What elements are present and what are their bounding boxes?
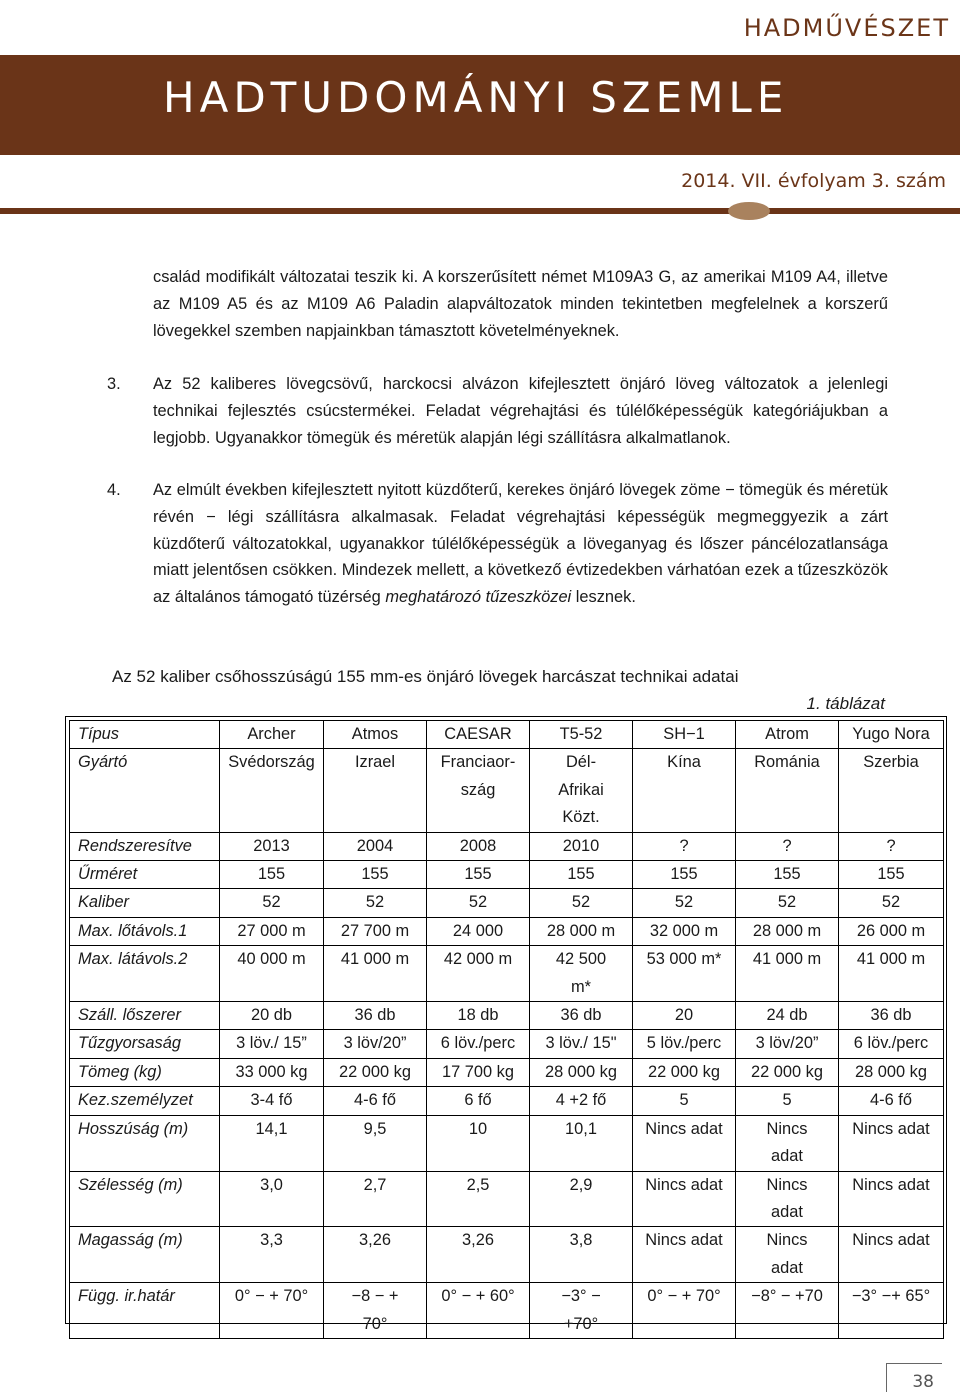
journal-title: HADTUDOMÁNYI SZEMLE: [163, 73, 789, 122]
table-cell: 42 500 m*: [530, 946, 633, 1002]
table-cell: 18 db: [427, 1002, 530, 1030]
table-row: [70, 1115, 944, 1171]
list-item-4-text-b: lesznek.: [571, 588, 636, 607]
table-cell: Nincs adat: [736, 1227, 839, 1283]
table-cell: 0° − + 70°: [220, 1283, 324, 1339]
row-header-cell: Kaliber: [70, 889, 220, 917]
table-cell: Atmos: [324, 721, 427, 749]
table-cell: Atrom: [736, 721, 839, 749]
table-cell: T5-52: [530, 721, 633, 749]
table-cell: Nincs adat: [839, 1227, 944, 1283]
table-row: [70, 1227, 944, 1283]
table-cell: ?: [633, 832, 736, 860]
table-cell: 3 löv./ 15”: [220, 1030, 324, 1058]
table-cell: 5: [736, 1087, 839, 1115]
row-header-cell: Max. lőtávols.1: [70, 917, 220, 945]
table-cell: 3-4 fő: [220, 1087, 324, 1115]
table-cell: 32 000 m: [633, 917, 736, 945]
table-cell: 22 000 kg: [633, 1058, 736, 1086]
table-cell: 52: [530, 889, 633, 917]
table-row: [70, 917, 944, 945]
table-cell: Szerbia: [839, 749, 944, 832]
table-cell: SH−1: [633, 721, 736, 749]
row-header-cell: Száll. lőszerer: [70, 1002, 220, 1030]
table-row: [70, 889, 944, 917]
table-cell: 28 000 m: [736, 917, 839, 945]
table-cell: 41 000 m: [839, 946, 944, 1002]
table-row: [70, 1030, 944, 1058]
row-header-cell: Rendszeresítve: [70, 832, 220, 860]
table-cell: 52: [324, 889, 427, 917]
table-cell: Archer: [220, 721, 324, 749]
table-cell: 6 löv./perc: [839, 1030, 944, 1058]
table-cell: 28 000 kg: [839, 1058, 944, 1086]
row-header-cell: Magasság (m): [70, 1227, 220, 1283]
list-item-4-text-a: Az elmúlt években kifejlesztett nyitott küzdőterű, kerekes önjáró lövegek zöme − tömegük és méretük révén − légi szállításra alkalmasak. Feladat végrehajtási képességük megmeggyezik a zárt küzdőterű változatokkal, ugyanakkor túlélőképességük a löveganyag és lőszer páncélozatlansága miatt jelentősen csökken. Mindezek mellett, a következő évtizedekben várhatóan ezek a tűzeszközök az általános támogató tüzérség: [153, 481, 888, 607]
table-cell: 3 löv/20”: [324, 1030, 427, 1058]
row-header-cell: Hosszúság (m): [70, 1115, 220, 1171]
table-row: [70, 1283, 944, 1339]
table-cell: −8 − + 70°: [324, 1283, 427, 1339]
table-row: [70, 832, 944, 860]
table-cell: 6 fő: [427, 1087, 530, 1115]
table-row: [70, 946, 944, 1002]
table-cell: 3,3: [220, 1227, 324, 1283]
table-cell: 3,8: [530, 1227, 633, 1283]
table-cell: 2004: [324, 832, 427, 860]
table-cell: 4-6 fő: [324, 1087, 427, 1115]
table-label: 1. táblázat: [806, 694, 885, 713]
table-cell: 6 löv./perc: [427, 1030, 530, 1058]
table-cell: 2008: [427, 832, 530, 860]
table-row: [70, 1002, 944, 1030]
table-cell: 53 000 m*: [633, 946, 736, 1002]
list-item-3: Az 52 kaliberes lövegcsövű, harckocsi alvázon kifejlesztett önjáró löveg változatok a jelenlegi technikai fejlesztés csúcstermékei. Feladat végrehajtási és túlélőképességük kategóriájukban a legjobb. Ugyanakkor tömegük és méretük alapján légi szállításra alkalmatlanok.: [153, 375, 888, 447]
row-header-cell: Max. látávols.2: [70, 946, 220, 1002]
table-cell: 4-6 fő: [839, 1087, 944, 1115]
table-cell: 41 000 m: [736, 946, 839, 1002]
table-cell: 3,26: [324, 1227, 427, 1283]
table-cell: ?: [839, 832, 944, 860]
table-cell: 155: [839, 861, 944, 889]
table-cell: 20 db: [220, 1002, 324, 1030]
table-cell: 24 db: [736, 1002, 839, 1030]
table-cell: 5 löv./perc: [633, 1030, 736, 1058]
table-cell: 3,0: [220, 1171, 324, 1227]
issue-info: 2014. VII. évfolyam 3. szám: [681, 170, 946, 192]
table-cell: −3° −+ 65°: [839, 1283, 944, 1339]
table-cell: 10: [427, 1115, 530, 1171]
row-header-cell: Űrméret: [70, 861, 220, 889]
table-cell: Nincs adat: [839, 1171, 944, 1227]
table-cell: Nincs adat: [633, 1115, 736, 1171]
table-cell: 52: [839, 889, 944, 917]
table-cell: 4 +2 fő: [530, 1087, 633, 1115]
table-row: [70, 1171, 944, 1227]
list-number-4: 4.: [107, 481, 121, 499]
table-cell: 27 700 m: [324, 917, 427, 945]
table-cell: 22 000 kg: [736, 1058, 839, 1086]
data-table-frame: [65, 716, 947, 1333]
table-cell: Románia: [736, 749, 839, 832]
table-cell: 20: [633, 1002, 736, 1030]
table-cell: 28 000 m: [530, 917, 633, 945]
table-cell: Nincs adat: [633, 1227, 736, 1283]
table-row: [70, 749, 944, 832]
row-header-cell: Kez.személyzet: [70, 1087, 220, 1115]
section-label: HADMŰVÉSZET: [743, 14, 950, 42]
row-header-cell: Típus: [70, 721, 220, 749]
table-cell: 3,26: [427, 1227, 530, 1283]
table-cell: −8° − +70: [736, 1283, 839, 1339]
table-cell: 22 000 kg: [324, 1058, 427, 1086]
table-cell: Nincs adat: [736, 1171, 839, 1227]
table-cell: Nincs adat: [633, 1171, 736, 1227]
table-cell: 155: [530, 861, 633, 889]
row-header-cell: Tűzgyorsaság: [70, 1030, 220, 1058]
table-cell: −3° − +70°: [530, 1283, 633, 1339]
table-cell: Izrael: [324, 749, 427, 832]
table-cell: 9,5: [324, 1115, 427, 1171]
table-cell: 27 000 m: [220, 917, 324, 945]
table-cell: 14,1: [220, 1115, 324, 1171]
table-cell: 36 db: [530, 1002, 633, 1030]
row-header-cell: Tömeg (kg): [70, 1058, 220, 1086]
table-cell: 10,1: [530, 1115, 633, 1171]
list-item-4-emphasis: meghatározó tűzeszközei: [385, 588, 572, 607]
table-cell: 0° − + 70°: [633, 1283, 736, 1339]
table-cell: Svédország: [220, 749, 324, 832]
table-row: [70, 861, 944, 889]
table-cell: 28 000 kg: [530, 1058, 633, 1086]
table-cell: 26 000 m: [839, 917, 944, 945]
paragraph-1: család modifikált változatai teszik ki. A korszerűsített német M109A3 G, az amerikai M109 A4, illetve az M109 A5 és az M109 A6 Paladin alapváltozatok minden tekintetben megfelelnek a korszerű lövegekkel szemben napjainkban támasztott követelményeknek.: [153, 268, 888, 340]
table-cell: 2,7: [324, 1171, 427, 1227]
table-cell: 155: [736, 861, 839, 889]
table-cell: 42 000 m: [427, 946, 530, 1002]
page-number: 38: [912, 1372, 934, 1392]
table-cell: 36 db: [839, 1002, 944, 1030]
table-row: [70, 1087, 944, 1115]
table-cell: 36 db: [324, 1002, 427, 1030]
table-cell: Yugo Nora: [839, 721, 944, 749]
table-cell: 24 000: [427, 917, 530, 945]
table-cell: 5: [633, 1087, 736, 1115]
table-cell: 155: [633, 861, 736, 889]
table-cell: 2,9: [530, 1171, 633, 1227]
table-cell: 3 löv./ 15": [530, 1030, 633, 1058]
table-cell: 52: [633, 889, 736, 917]
table-cell: 0° − + 60°: [427, 1283, 530, 1339]
header-rule: [0, 208, 960, 214]
table-cell: Franciaor- szág: [427, 749, 530, 832]
table-cell: 52: [427, 889, 530, 917]
table-cell: Nincs adat: [736, 1115, 839, 1171]
decorative-pill: [728, 202, 770, 220]
list-item-4: [153, 477, 888, 611]
table-row: [70, 721, 944, 749]
table-caption: Az 52 kaliber csőhosszúságú 155 mm-es önjáró lövegek harcászat technikai adatai: [112, 667, 739, 686]
table-cell: 155: [324, 861, 427, 889]
table-cell: 2,5: [427, 1171, 530, 1227]
list-number-3: 3.: [107, 375, 121, 393]
table-cell: ?: [736, 832, 839, 860]
row-header-cell: Gyártó: [70, 749, 220, 832]
table-cell: 52: [220, 889, 324, 917]
table-cell: 52: [736, 889, 839, 917]
table-cell: 2010: [530, 832, 633, 860]
table-cell: CAESAR: [427, 721, 530, 749]
table-cell: 17 700 kg: [427, 1058, 530, 1086]
table-cell: 41 000 m: [324, 946, 427, 1002]
row-header-cell: Szélesség (m): [70, 1171, 220, 1227]
table-cell: Dél- Afrikai Közt.: [530, 749, 633, 832]
table-cell: 40 000 m: [220, 946, 324, 1002]
table-cell: 3 löv/20”: [736, 1030, 839, 1058]
row-header-cell: Függ. ir.határ: [70, 1283, 220, 1339]
table-cell: 155: [427, 861, 530, 889]
table-cell: 155: [220, 861, 324, 889]
data-table: [69, 720, 944, 1339]
table-cell: Kína: [633, 749, 736, 832]
table-cell: 2013: [220, 832, 324, 860]
table-cell: Nincs adat: [839, 1115, 944, 1171]
table-cell: 33 000 kg: [220, 1058, 324, 1086]
table-row: [70, 1058, 944, 1086]
